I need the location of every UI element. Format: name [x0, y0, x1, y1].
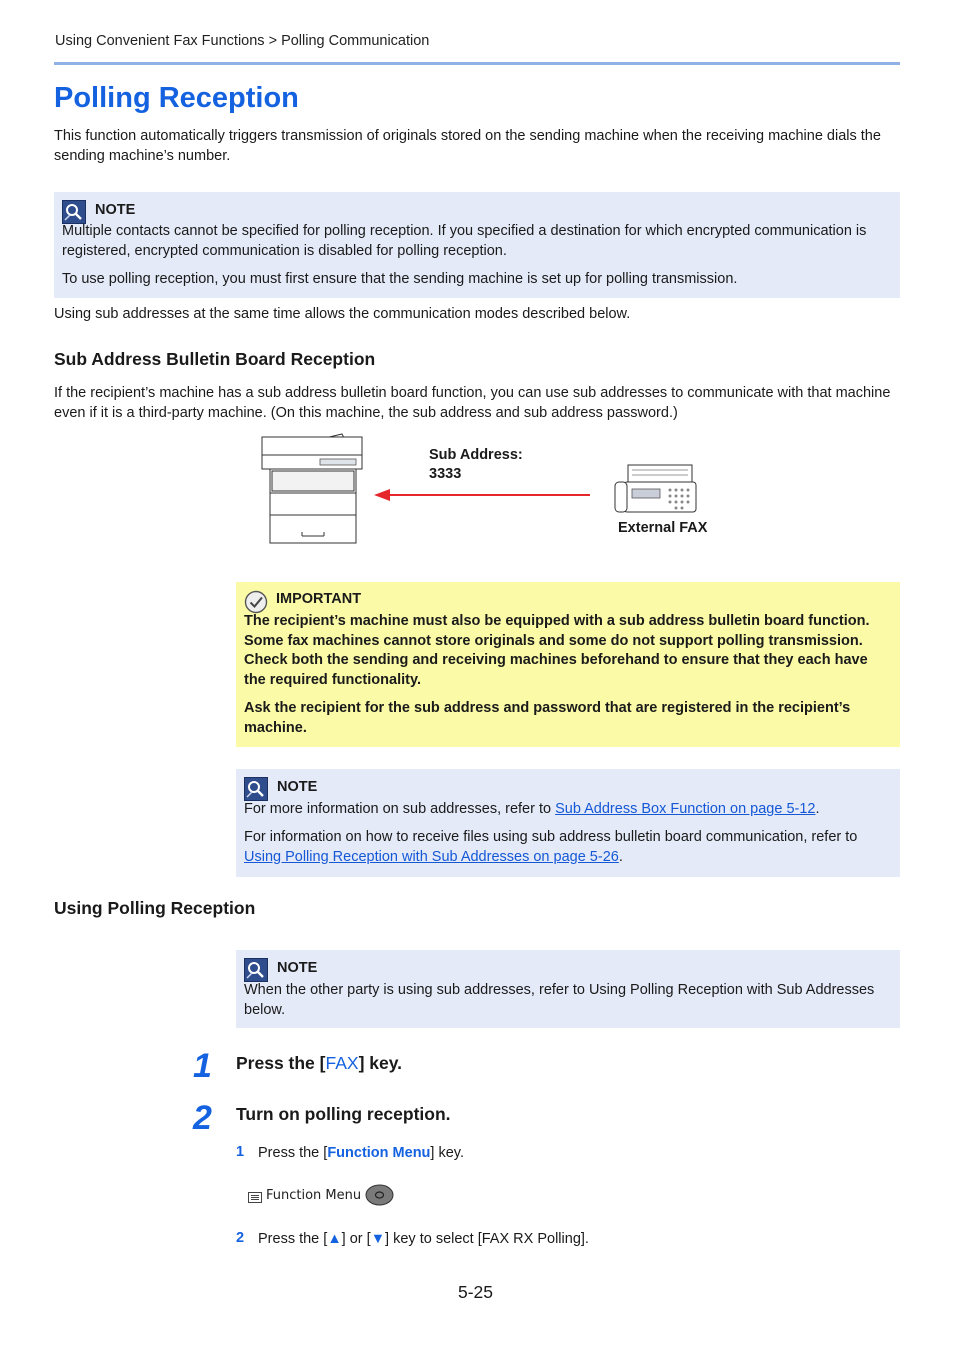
important-box	[236, 582, 900, 747]
polling-sub-addresses-link[interactable]: Using Polling Reception with Sub Addresses on page 5-26	[244, 848, 619, 865]
mfp-machine-illustration	[258, 432, 368, 546]
note-box	[54, 192, 900, 298]
step-text: Press the [FAX] key.	[236, 1053, 403, 1073]
substep-text: Press the [Function Menu] key.	[258, 1145, 464, 1161]
menu-list-icon	[248, 1190, 262, 1201]
header-rule	[54, 62, 900, 65]
fax-key-label: FAX	[325, 1053, 359, 1073]
note-text: Multiple contacts cannot be specified for polling reception. If you specified a destination for which encrypted communication is registered, encrypted communication is disabled for polling reception.	[62, 223, 867, 259]
down-arrow-key: ▼	[370, 1231, 386, 1247]
section-heading: Using Polling Reception	[54, 898, 256, 918]
important-text: Ask the recipient for the sub address and password that are registered in the recipient’s machine.	[244, 700, 851, 736]
step-number: 2	[193, 1099, 212, 1137]
function-menu-key-illustration	[248, 1184, 394, 1206]
note-text: When the other party is using sub addresses, refer to Using Polling Reception with Sub Addresses below.	[244, 982, 875, 1018]
sub-address-box-link[interactable]: Sub Address Box Function on page 5-12	[555, 801, 816, 817]
note-box	[236, 769, 900, 877]
note-heading: NOTE	[277, 779, 318, 795]
function-menu-key-label: Function Menu	[327, 1145, 431, 1161]
note-heading: NOTE	[277, 960, 318, 976]
section-body: If the recipient’s machine has a sub address bulletin board function, you can use sub addresses to communicate with that machine even if it is a third-party machine. (On this machine, the sub address and sub address password.)	[54, 385, 891, 421]
page-number: 5-25	[458, 1282, 494, 1302]
function-menu-label: Function Menu	[266, 1187, 362, 1203]
intro-paragraph: This function automatically triggers transmission of originals stored on the sending machine when the receiving machine dials the sending machine’s number.	[54, 128, 881, 164]
sub-address-label: Sub Address:	[429, 447, 523, 463]
breadcrumb: Using Convenient Fax Functions > Polling Communication	[55, 33, 430, 49]
note-box	[236, 950, 900, 1028]
sub-address-value: 3333	[429, 466, 462, 482]
note-text: For information on how to receive files using sub address bulletin board communication, refer to Using Polling Reception with Sub Addresses on page 5-26.	[244, 829, 858, 865]
substep-number: 2	[236, 1230, 245, 1246]
note-text: For more information on sub addresses, refer to Sub Address Box Function on page 5-12.	[244, 801, 820, 817]
function-menu-button-icon	[365, 1184, 394, 1206]
substep-number: 1	[236, 1144, 245, 1160]
substep-text: Press the [▲] or [▼] key to select [FAX RX Polling].	[258, 1231, 589, 1247]
transmission-arrow	[372, 486, 594, 504]
important-heading: IMPORTANT	[276, 591, 362, 607]
note-text: To use polling reception, you must first ensure that the sending machine is set up for polling transmission.	[62, 271, 738, 287]
step-number: 1	[193, 1047, 212, 1085]
important-text: The recipient’s machine must also be equipped with a sub address bulletin board function. Some fax machines cannot store originals and some do not support polling transmission. Check both the sending and receiving machines beforehand to ensure that they each have the required functionality.	[244, 613, 870, 688]
up-arrow-key: ▲	[327, 1231, 342, 1247]
section-heading: Sub Address Bulletin Board Reception	[54, 349, 376, 369]
external-fax-label: External FAX	[618, 520, 708, 536]
page-title: Polling Reception	[54, 82, 299, 114]
body-paragraph: Using sub addresses at the same time allows the communication modes described below.	[54, 306, 631, 322]
note-heading: NOTE	[95, 202, 136, 218]
fax-machine-illustration	[612, 462, 700, 516]
step-text: Turn on polling reception.	[236, 1104, 451, 1124]
